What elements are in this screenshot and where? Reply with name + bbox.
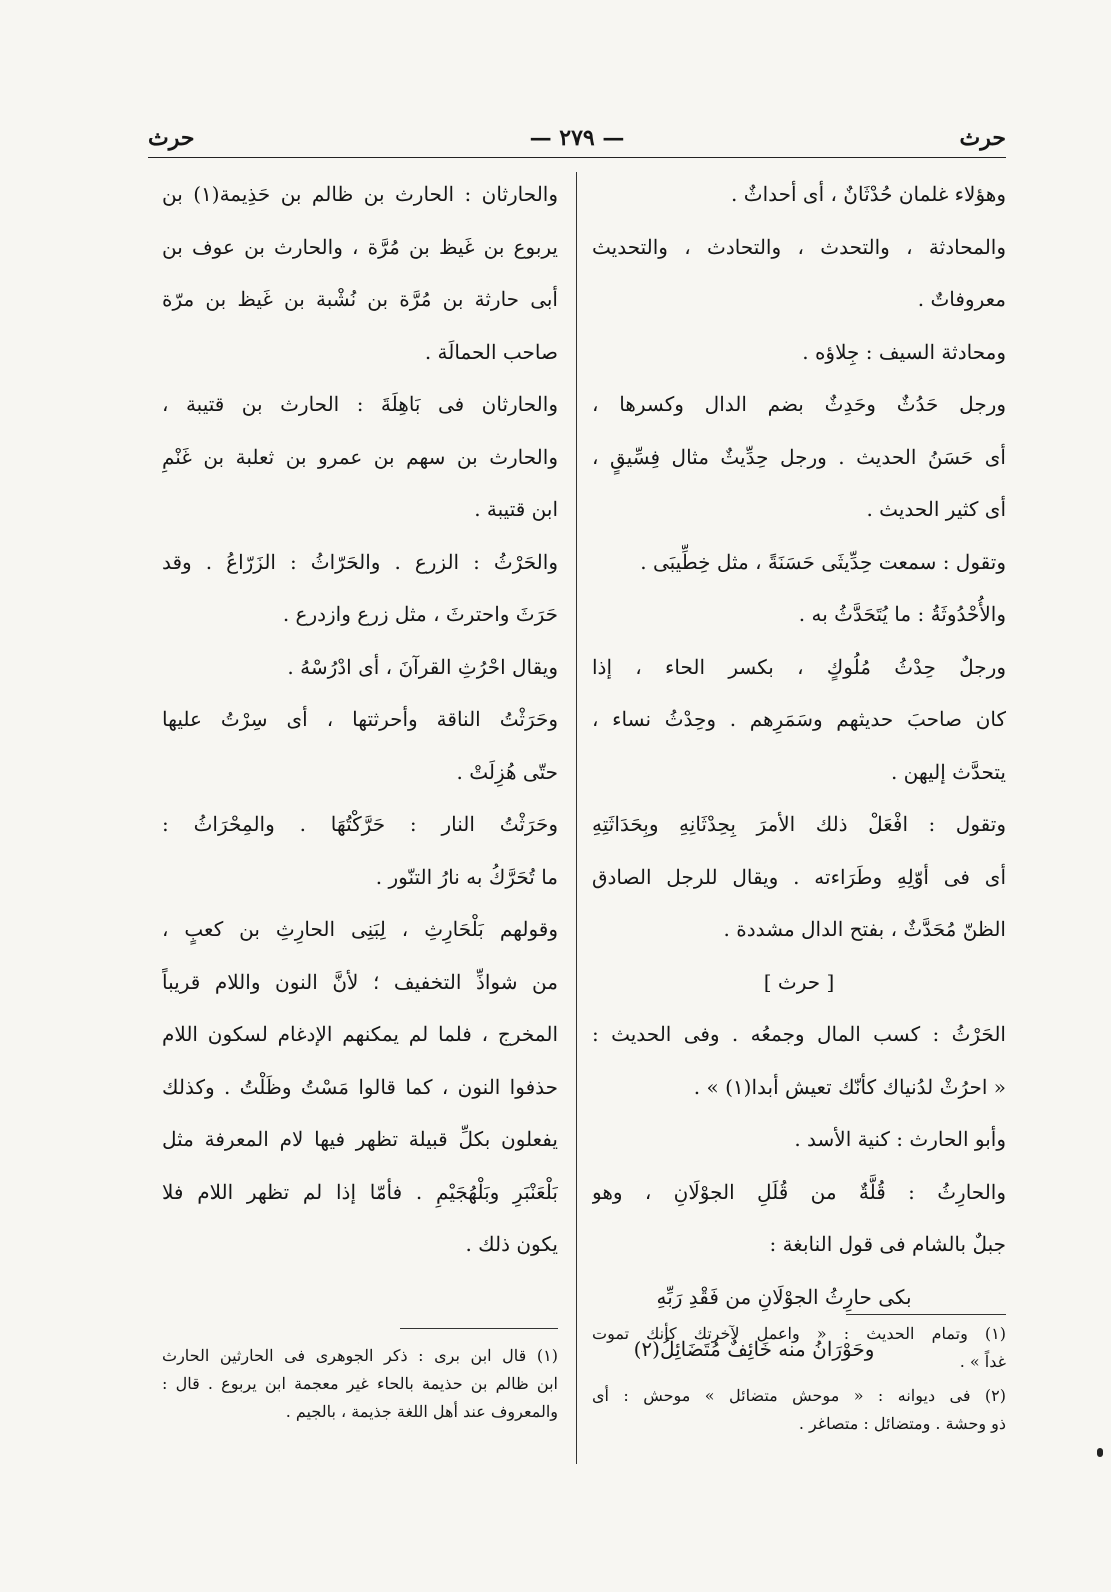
text-line: والمحادثة ، والتحدث ، والتحادث ، والتحديث [592, 234, 1006, 259]
footnote-line: (١) وتمام الحديث : « واعمل لآخرتك كأنك تموت [592, 1324, 1006, 1343]
text-line: يفعلون بكلِّ قبيلة تظهر فيها لام المعرفة مثل [162, 1127, 558, 1151]
text-line: وحَوْرَانُ منه خَائِفٌ مُتَضَائِلُ(٢) [633, 1337, 875, 1361]
text-line: حذفوا النون ، كما قالوا مَسْتُ وظَلْتُ . وكذلك [162, 1074, 558, 1099]
page-number: — ٢٧٩ — [529, 125, 625, 151]
text-line: الظنّ مُحَدَّثٌ ، بفتح الدال مشددة . [723, 917, 1006, 941]
text-line: وهؤلاء غلمان حُدْثَانٌ ، أى أحداثٌ . [731, 182, 1006, 206]
margin-mark [1097, 1448, 1103, 1457]
text-line: المخرج ، فلما لم يمكنهم الإدغام لسكون اللام [162, 1022, 558, 1046]
text-line: وقولهم بَلْحَارِثِ ، لِبَنِى الحارِثِ بن كعبٍ ، [162, 917, 558, 941]
text-line: معروفاتٌ . [917, 287, 1006, 311]
footnote-line: والمعروف عند أهل اللغة جذيمة ، بالجيم . [285, 1402, 558, 1421]
column-divider [576, 172, 577, 1464]
text-line: ومحادثة السيف : جِلاؤه . [802, 339, 1006, 364]
text-line: جبلٌ بالشام فى قول النابغة : [769, 1232, 1006, 1256]
text-line: من شواذِّ التخفيف ؛ لأنَّ النون واللام قريباً [162, 969, 558, 994]
text-line: والحارثان فى بَاهِلَةَ : الحارث بن قتيبة ، [162, 392, 558, 416]
text-line: أى فى أوّلِهِ وطَرَاءته . ويقال للرجل الصادق [592, 864, 1006, 889]
text-line: والأُحْدُوثَةُ : ما يُتَحَدَّثُ به . [798, 602, 1006, 626]
text-line: ويقال احْرُثِ القرآنَ ، أى ادْرُسْهُ . [287, 654, 558, 679]
footnote-line: غداً » . [959, 1352, 1006, 1371]
text-line: حَرَثَ واحترثَ ، مثل زرع وازدرع . [282, 602, 558, 626]
text-line: حتّى هُزِلَتْ . [456, 759, 558, 784]
text-line: بكى حارِثُ الجوْلَانِ من فَقْدِ رَبِّهِ [656, 1284, 912, 1309]
text-line: وتقول : سمعت حِدِّيثَى حَسَنَةً ، مثل خِطِّيبَى . [640, 549, 1006, 574]
text-line: والحَرْثُ : الزرع . والحَرّاثُ : الزَرّاعُ . وقد [162, 549, 558, 574]
text-line: صاحب الحمالَة . [424, 339, 558, 364]
text-line: بَلْعَنْبَرِ وبَلْهُجَيْمِ . فأمّا إذا لم تظهر اللام فلا [162, 1179, 558, 1204]
text-line: « احرُثْ لدُنياك كأنّك تعيش أبدا(١) » . [693, 1074, 1006, 1099]
text-line: كان صاحبَ حديثهم وسَمَرِهم . وحِدْثُ نساء ، [592, 707, 1006, 731]
footnote-line: ذو وحشة . ومتضائل : متصاغر . [798, 1414, 1006, 1433]
right-column [592, 168, 1006, 1376]
text-line: وحَرَثْتُ الناقة وأحرثتها ، أى سِرْتُ عليها [162, 707, 558, 731]
footnote-line: (١) قال ابن برى : ذكر الجوهرى فى الحارثين الحارث [162, 1346, 558, 1365]
text-line: أى كثير الحديث . [866, 497, 1006, 521]
text-line: وتقول : افْعَلْ ذلك الأمرَ بِحِدْثَانِهِ وبِحَدَاثَتِهِ [592, 812, 1006, 836]
text-line: [ حرث ] [763, 969, 835, 994]
running-head-right: حرث [959, 125, 1006, 151]
text-line: أى حَسَنُ الحديث . ورجل حِدِّيثٌ مثال فِسِّيقٍ ، [592, 444, 1006, 469]
running-head-left: حرث [148, 125, 195, 151]
footnote-rule-left [400, 1328, 558, 1329]
text-line: وحَرَثْتُ النار : حَرَّكْتُهَا . والمِحْرَاثُ : [162, 812, 558, 836]
footnotes-left [162, 1342, 558, 1426]
text-line: ورجل حَدُثٌ وحَدِثٌ بضم الدال وكسرها ، [592, 392, 1006, 416]
text-line: ابن قتيبة . [474, 497, 558, 521]
text-line: يتحدَّث إليهن . [890, 759, 1006, 784]
text-line: الحَرْثُ : كسب المال وجمعُه . وفى الحديث : [592, 1022, 1006, 1046]
left-column [162, 168, 558, 1271]
text-line: والحارثان : الحارث بن ظالم بن حَذِيمة(١) بن [162, 182, 558, 206]
footnotes-right [592, 1320, 1006, 1438]
header-rule [148, 157, 1006, 158]
text-line: وأبو الحارث : كنية الأسد . [794, 1127, 1006, 1151]
text-line: أبى حارثة بن مُرَّة بن نُشْبة بن غَيظ بن مرّة [162, 287, 558, 311]
text-line: يربوع بن غَيظ بن مُرَّة ، والحارث بن عوف بن [162, 234, 558, 259]
footnote-line: ابن ظالم بن حذيمة بالحاء غير معجمة ابن يربوع . قال : [162, 1374, 558, 1393]
footnote-line: (٢) فى ديوانه : « موحش متضائل » موحش : أى [592, 1386, 1006, 1405]
text-line: والحارث بن سهم بن عمرو بن ثعلبة بن غَنْمِ [162, 444, 558, 469]
page-header [148, 118, 1006, 158]
text-line: والحارِثُ : قُلَّةٌ من قُلَلِ الجوْلَانِ ، وهو [592, 1179, 1006, 1204]
footnote-rule-right [846, 1314, 1006, 1315]
text-line: يكون ذلك . [465, 1232, 558, 1256]
text-line: ما تُحَرَّكُ به نارُ التنّور . [375, 864, 558, 889]
text-line: ورجلٌ حِدْثُ مُلُوكٍ ، بكسر الحاء ، إذا [592, 654, 1006, 679]
